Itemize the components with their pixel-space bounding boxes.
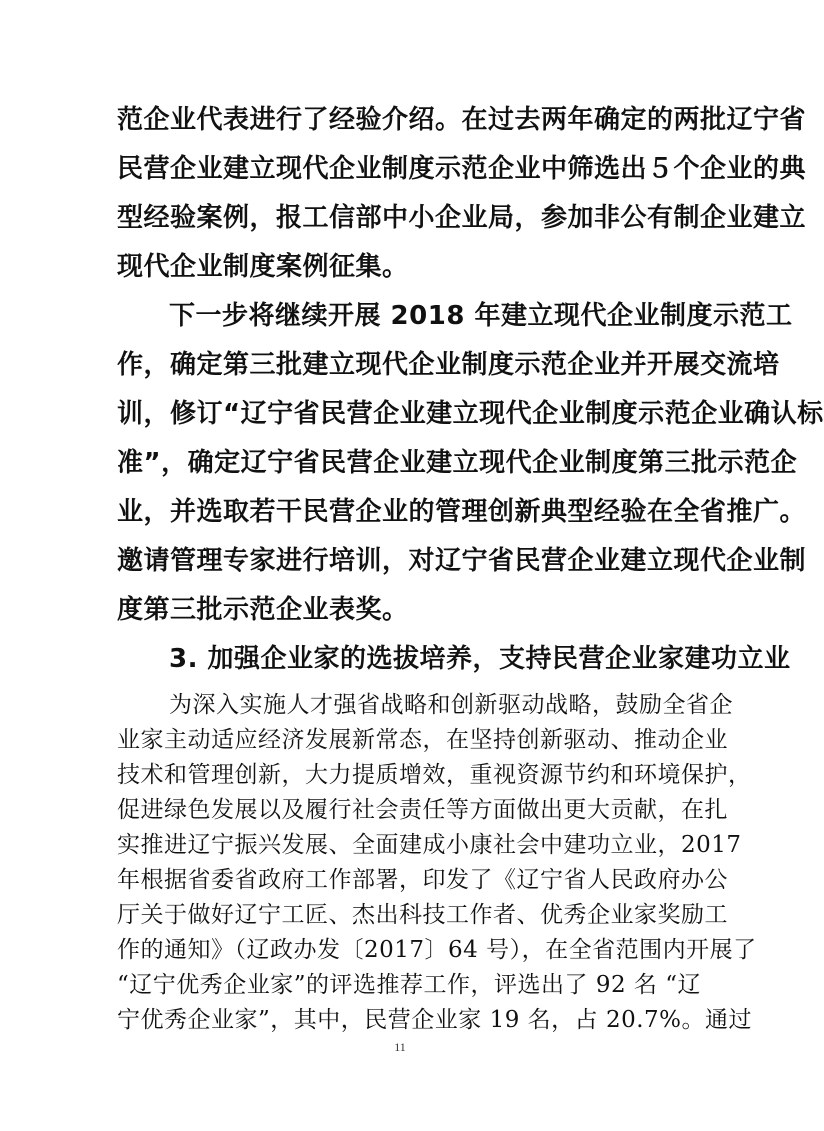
paragraph-3-line-9: “辽宁优秀企业家”的评选推荐工作，评选出了 92 名 “辽: [117, 972, 701, 998]
paragraph-3-line-3: 技术和管理创新，大力提质增效，重视资源节约和环境保护，: [117, 762, 752, 788]
paragraph-3-line-6: 年根据省委省政府工作部署，印发了《辽宁省人民政府办公: [117, 867, 728, 893]
paragraph-2-line-3: 训，修订“辽宁省民营企业建立现代企业制度示范企业确认标: [117, 399, 824, 429]
paragraph-1-line-1: 范企业代表进行了经验介绍。在过去两年确定的两批辽宁省: [117, 105, 807, 135]
paragraph-3-line-1: 为深入实施人才强省战略和创新驱动战略，鼓励全省企: [169, 692, 733, 718]
paragraph-2-line-5: 业，并选取若干民营企业的管理创新典型经验在全省推广。: [117, 497, 807, 527]
paragraph-3-line-10: 宁优秀企业家”，其中，民营企业家 19 名，占 20.7%。通过: [117, 1007, 753, 1033]
paragraph-3-line-8: 作的通知》（辽政办发〔2017〕64 号），在全省范围内开展了: [117, 937, 757, 963]
paragraph-2-line-7: 度第三批示范企业表奖。: [117, 595, 409, 625]
paragraph-2-line-2: 作，确定第三批建立现代企业制度示范企业并开展交流培: [117, 350, 780, 380]
page-number: 11: [394, 1040, 406, 1054]
paragraph-3-line-5: 实推进辽宁振兴发展、全面建成小康社会中建功立业，2017: [117, 832, 742, 858]
paragraph-3-line-2: 业家主动适应经济发展新常态，在坚持创新驱动、推动企业: [117, 727, 728, 753]
paragraph-3-line-7: 厅关于做好辽宁工匠、杰出科技工作者、优秀企业家奖励工: [117, 902, 728, 928]
paragraph-1-line-3: 型经验案例，报工信部中小企业局，参加非公有制企业建立: [117, 203, 807, 233]
paragraph-2-line-4: 准”，确定辽宁省民营企业建立现代企业制度第三批示范企: [117, 448, 798, 478]
paragraph-2-line-6: 邀请管理专家进行培训，对辽宁省民营企业建立现代企业制: [117, 546, 807, 576]
section-heading: 3. 加强企业家的选拔培养，支持民营企业家建功立业: [169, 644, 791, 674]
paragraph-3-line-4: 促进绿色发展以及履行社会责任等方面做出更大贡献，在扎: [117, 797, 728, 823]
paragraph-1-line-4: 现代企业制度案例征集。: [117, 252, 409, 282]
paragraph-1-line-2: 民营企业建立现代企业制度示范企业中筛选出５个企业的典: [117, 154, 807, 184]
paragraph-2-line-1: 下一步将继续开展 2018 年建立现代企业制度示范工: [169, 301, 793, 331]
